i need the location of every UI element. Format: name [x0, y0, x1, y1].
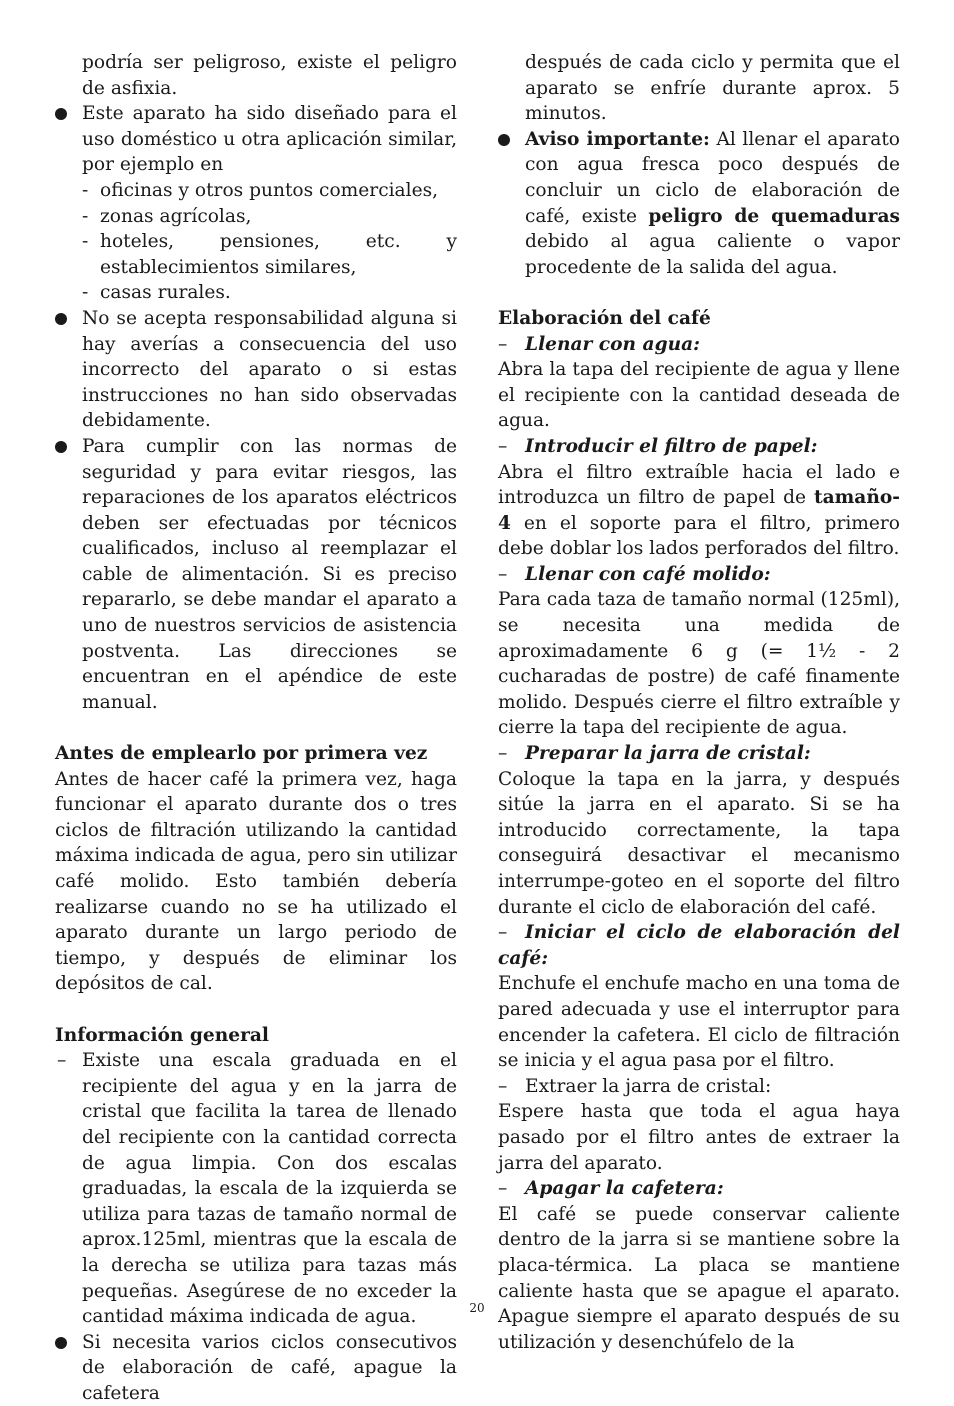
- step-text: Abra la tapa del recipiente de agua y llene el recipiente con la cantidad deseada de agua.: [498, 359, 900, 432]
- step-text: Para cada taza de tamaño normal (125ml), se necesita una medida de aproximadamente 6 g (= 1½ - 2 cucharadas de postre) de café finamente molido. Después cierre el filtro extraíble y cierre la tapa del recipiente de agua.: [498, 589, 900, 739]
- bullet-responsibility: [55, 306, 457, 434]
- bullet-dot-icon: [55, 313, 67, 325]
- step-text: Abra el filtro extraíble hacia el lado e introduzca un filtro de papel de tamaño-4 en el soporte para el filtro, primero debe doblar los lados perforados del filtro.: [498, 461, 900, 560]
- heading-first-use: Antes de emplearlo por primera vez: [55, 743, 428, 765]
- list-item: - casas rurales.: [82, 282, 231, 304]
- step-title-paper-filter: – Introducir el filtro de papel:: [498, 435, 818, 457]
- bullet-consecutive-cycles: [55, 1330, 457, 1406]
- step-title-remove-jug: – Extraer la jarra de cristal:: [498, 1075, 772, 1097]
- bullet-text: Para cumplir con las normas de seguridad y para evitar riesgos, las reparaciones de los aparatos eléctricos deben ser efectuadas por técnicos cualificados, incluso al reemplazar el cable de alimentación. Si es preciso repararlo, se debe mandar el aparato a uno de nuestros servicios de asistencia postventa. Las direcciones se encuentran en el apéndice de este manual.: [82, 435, 457, 713]
- step-title-switch-off: – Apagar la cafetera:: [498, 1178, 724, 1200]
- heading-brewing: Elaboración del café: [498, 307, 711, 329]
- step-text: Coloque la tapa en la jarra, y después sitúe la jarra en el aparato. Si se ha introducido correctamente, la tapa conseguirá desactivar el mecanismo interrumpe-goteo en el soporte del filtro durante el ciclo de elaboración del café.: [498, 768, 900, 918]
- bullet-text: Este aparato ha sido diseñado para el uso doméstico u otra aplicación similar, por ejemplo en: [82, 103, 457, 176]
- step-title-glass-jug: – Preparar la jarra de cristal:: [498, 743, 811, 765]
- list-item: - zonas agrícolas,: [82, 205, 252, 227]
- warning-burn-danger: peligro de quemaduras: [648, 205, 900, 227]
- page-number: 20: [469, 1301, 485, 1315]
- bullet-important-warning: [498, 127, 900, 281]
- step-title-start-cycle: – Iniciar el ciclo de elaboración del café:: [498, 922, 900, 969]
- list-item: - hoteles, pensiones, etc. y establecimientos similares,: [82, 231, 457, 278]
- warning-label: Aviso importante:: [525, 128, 710, 150]
- step-title-fill-water: – Llenar con agua:: [498, 333, 700, 355]
- dash-text: Existe una escala graduada en el recipiente del agua y en la jarra de cristal que facilita la tarea de llenado del recipiente con la cantidad correcta de agua limpia. Con dos escalas graduadas, la escala de la izquierda se utiliza para tazas de tamaño normal de aprox.125ml, mientras que la escala de la derecha se utiliza para tazas más pequeñas. Asegúrese de no exceder la cantidad máxima indicada de agua.: [82, 1050, 457, 1328]
- bullet-dot-icon: [498, 134, 510, 146]
- step-text: El café se puede conservar caliente dentro de la jarra si se mantiene sobre la placa-térmica. La placa se mantiene caliente hasta que se apague el aparato. Apague siempre el aparato después de su utilización y desenchúfelo de la: [498, 1203, 900, 1353]
- step-text: Espere hasta que toda el agua haya pasado por el filtro antes de extraer la jarra del aparato.: [498, 1101, 900, 1174]
- bullet-text: Si necesita varios ciclos consecutivos de elaboración de café, apague la cafetera: [82, 1331, 457, 1404]
- step-text: Enchufe el enchufe macho en una toma de pared adecuada y use el interruptor para encender la cafetera. El ciclo de filtración se inicia y el agua pasa por el filtro.: [498, 973, 900, 1072]
- dash-item-scale: – Existe una escala graduada en el recipiente del agua y en la jarra de cristal que facilita la tarea de llenado del recipiente con la cantidad correcta de agua limpia. Con dos escalas graduadas, la escala de la izquierda se utiliza para tazas de tamaño normal de aprox.125ml, mientras que la escala de la derecha se utiliza para tazas más pequeñas. Asegúrese de no exceder la cantidad máxima indicada de agua.: [55, 1048, 457, 1330]
- bullet-domestic-use: [55, 101, 457, 178]
- paragraph-first-use: Antes de hacer café la primera vez, haga funcionar el aparato durante dos o tres ciclos de filtración utilizando la cantidad máxima indicada de agua, pero sin utilizar café molido. Esto también debería realizarse cuando no se ha utilizado el aparato durante un largo periodo de tiempo, y después de eliminar los depósitos de cal.: [55, 768, 457, 995]
- heading-general-info: Información general: [55, 1024, 270, 1046]
- left-column: [55, 50, 457, 1406]
- bullet-text: No se acepta responsabilidad alguna si hay averías a consecuencia del uso incorrecto del aparato o si estas instrucciones no han sido observadas debidamente.: [82, 307, 457, 432]
- bullet-dot-icon: [55, 108, 67, 120]
- bullet-repairs: [55, 434, 457, 716]
- bullet-dot-icon: [55, 1337, 67, 1349]
- right-column: [498, 50, 900, 1355]
- list-item: - oficinas y otros puntos comerciales,: [82, 179, 439, 201]
- step-title-ground-coffee: – Llenar con café molido:: [498, 563, 771, 585]
- paragraph-continuation: podría ser peligroso, existe el peligro de asfixia.: [82, 52, 457, 99]
- paragraph-continuation: después de cada ciclo y permita que el aparato se enfríe durante aprox. 5 minutos.: [525, 52, 900, 125]
- bullet-dot-icon: [55, 441, 67, 453]
- warning-text: Aviso importante: Al llenar el aparato con agua fresca poco después de concluir un ciclo de elaboración de café, existe peligro de quemaduras debido al agua caliente o vapor procedente de la salida del agua.: [525, 128, 900, 278]
